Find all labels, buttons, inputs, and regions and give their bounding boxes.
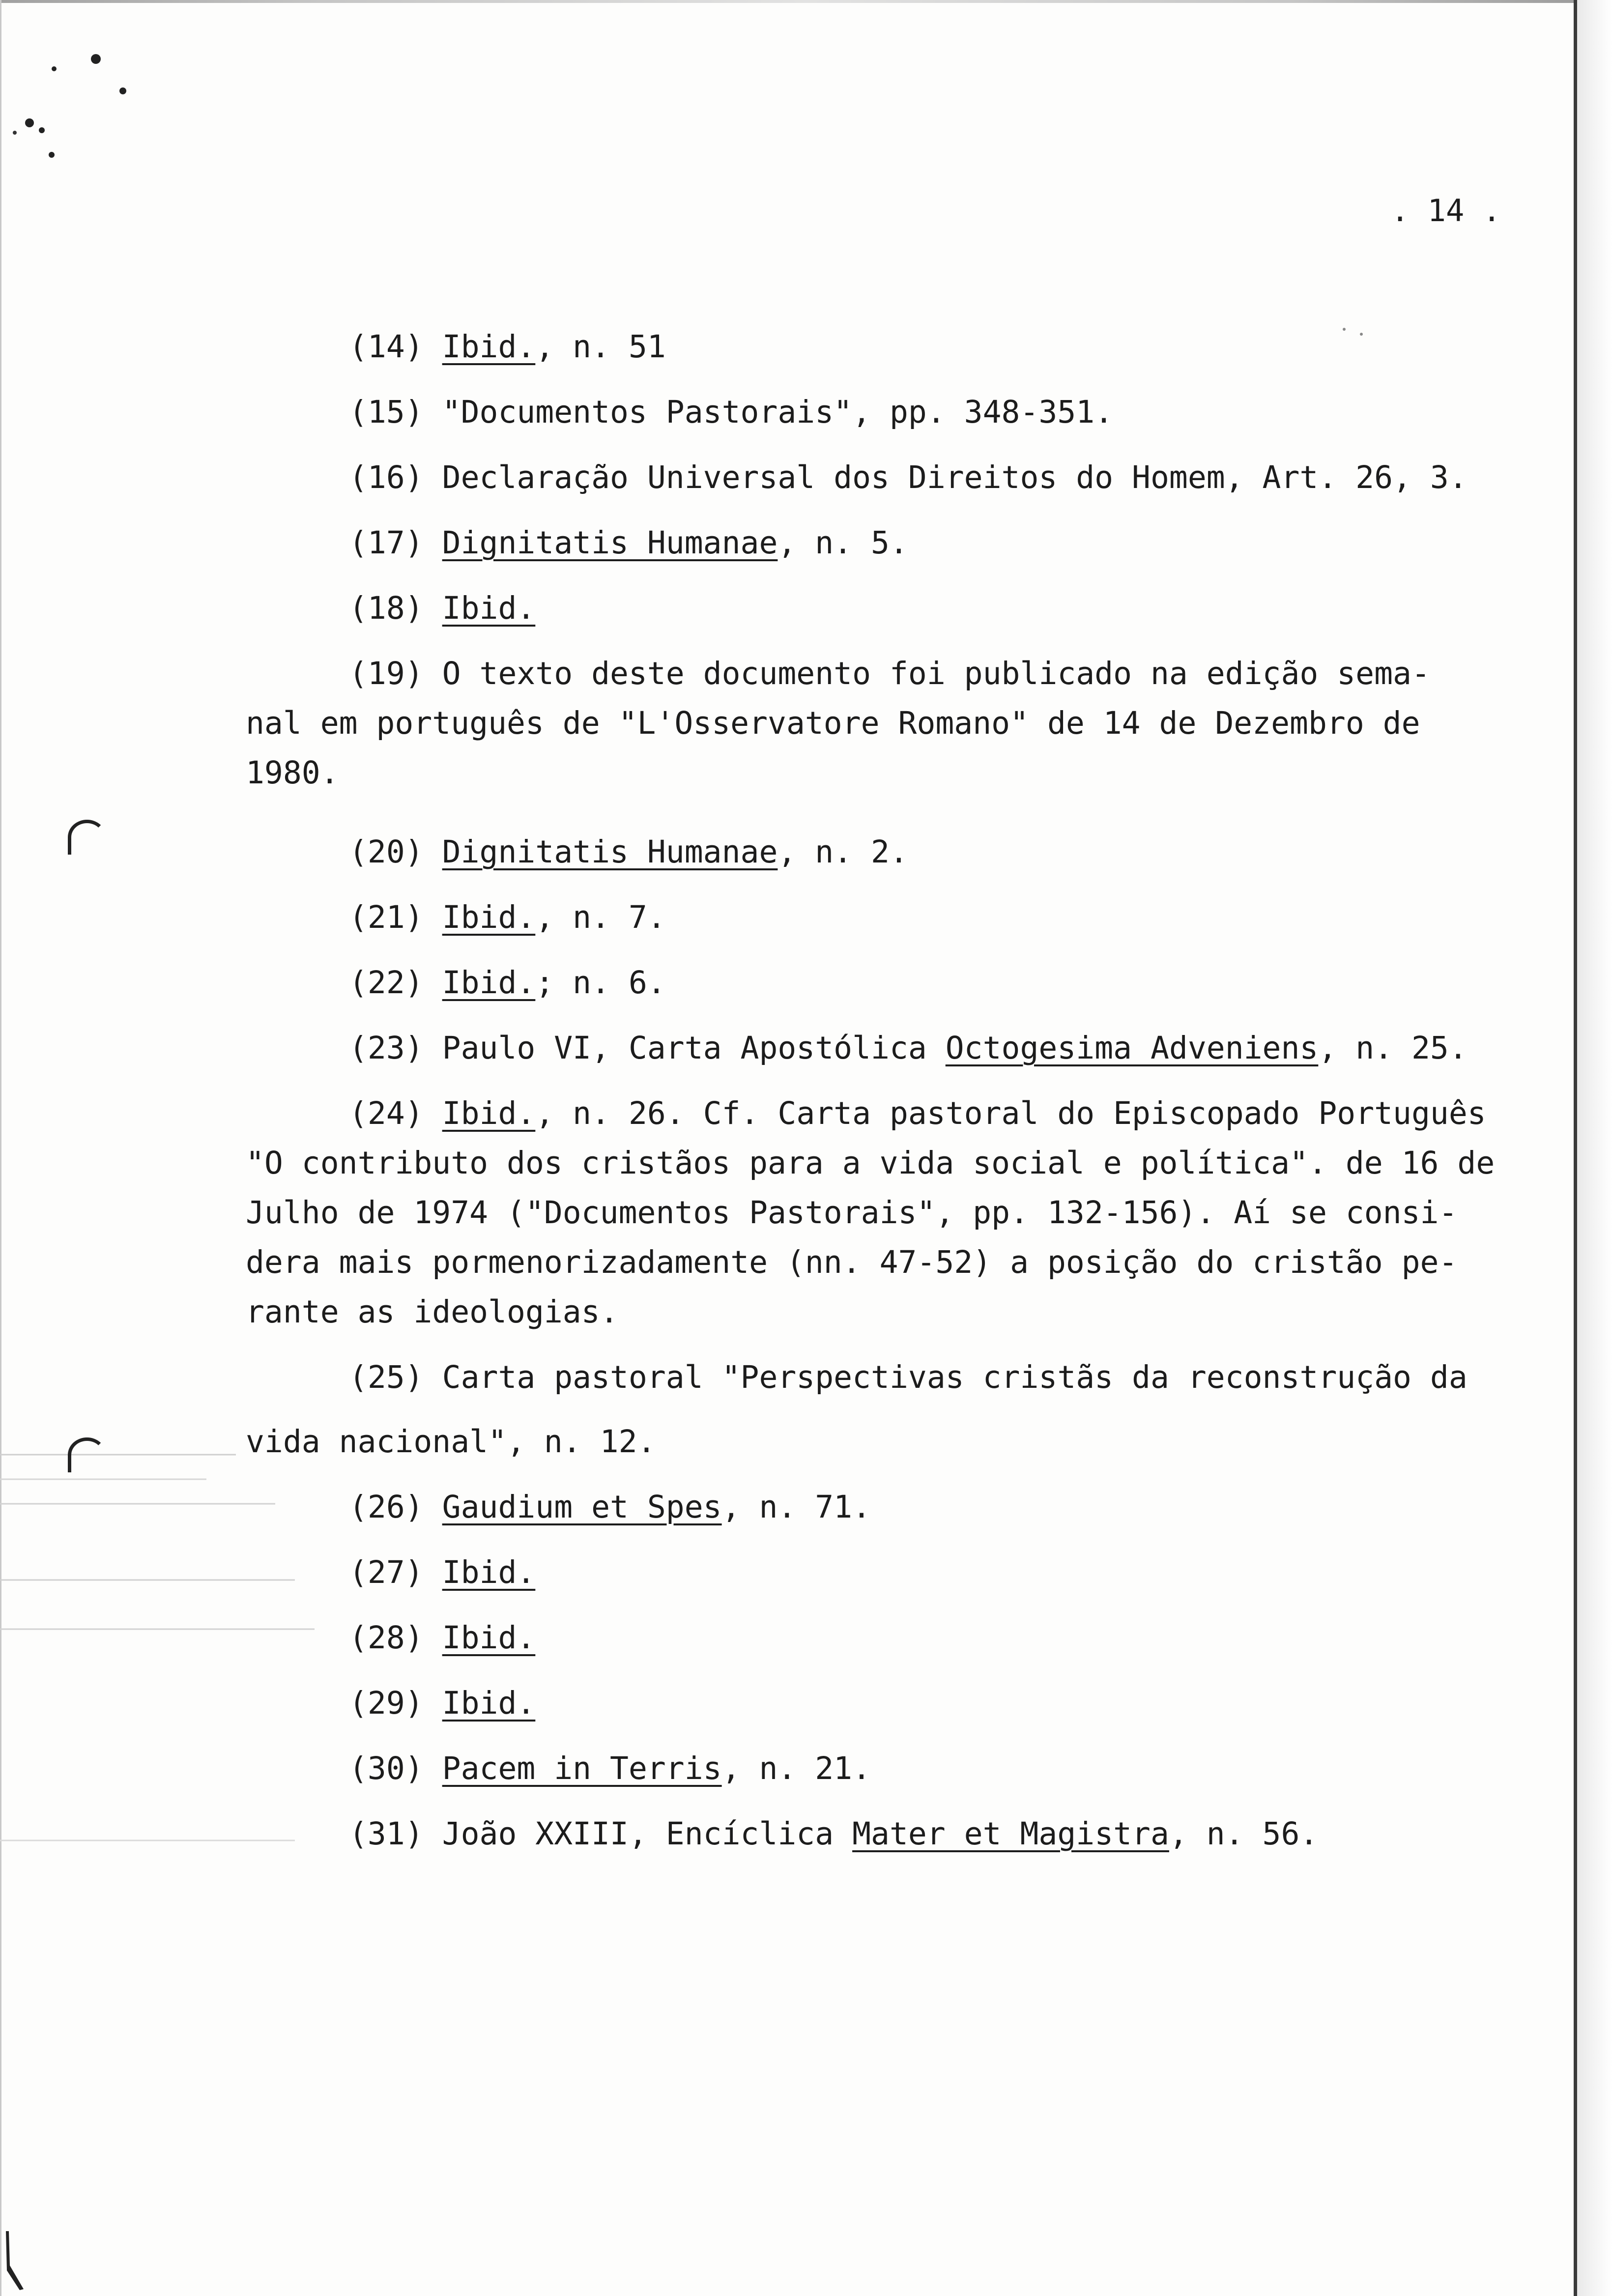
footnote-24-continuation: "O contributo dos cristãos para a vida social e política". de 16 de Julho de 1974 ("Documentos Pastorais", pp. 132-156). Aí se consi- dera mais pormenorizadamente (nn. 47-52) a posição do cristão pe- rante as ideologias. [246, 1145, 1495, 1330]
footnote-text: "Documentos Pastorais", pp. 348-351. [442, 394, 1114, 430]
footnote-text: Carta pastoral "Perspectivas cristãs da reconstrução da [442, 1359, 1468, 1395]
footnote-list [246, 322, 1543, 1859]
footnote-text: , n. 25. [1318, 1030, 1468, 1066]
footnote-ref: Ibid. [442, 590, 536, 626]
footnote-label: (15) [349, 394, 442, 430]
footnote-ref: Ibid. [442, 1095, 536, 1131]
footnote-ref: Octogesima Adveniens [945, 1030, 1319, 1066]
footnote-label: (17) [349, 525, 442, 561]
footnote-ref: Ibid. [442, 899, 536, 935]
footnote-ref: Ibid. [442, 1554, 536, 1590]
footnote-27 [246, 1548, 1543, 1597]
footnote-label: (16) [349, 459, 442, 495]
footnote-ref: Ibid. [442, 1620, 536, 1656]
footnote-21 [246, 892, 1543, 942]
page-number: . 14 . [1391, 193, 1501, 229]
scan-edge-top [0, 0, 1612, 3]
footnote-28 [246, 1613, 1543, 1663]
footnote-text: Paulo VI, Carta Apostólica [442, 1030, 946, 1066]
footnote-14 [246, 322, 1543, 372]
footnote-text: ; n. 6. [535, 965, 666, 1001]
footnote-ref: Dignitatis Humanae [442, 834, 778, 870]
punch-hole-mark [68, 1437, 106, 1472]
scan-corner-mark [5, 2231, 25, 2290]
footnote-label: (18) [349, 590, 442, 626]
footnote-19 [246, 649, 1543, 698]
footnote-label: (20) [349, 834, 442, 870]
footnote-label: (25) [349, 1359, 442, 1395]
footnote-label: (28) [349, 1620, 442, 1656]
footnote-label: (27) [349, 1554, 442, 1590]
punch-hole-mark [68, 820, 106, 855]
footnote-label: (26) [349, 1489, 442, 1525]
footnote-ref: Mater et Magistra [852, 1816, 1169, 1852]
footnote-text: , n. 2. [777, 834, 908, 870]
footnote-label: (30) [349, 1751, 442, 1786]
footnote-text: , n. 5. [777, 525, 908, 561]
footnote-label: (23) [349, 1030, 442, 1066]
footnote-19-continuation: nal em português de "L'Osservatore Romano" de 14 de Dezembro de 1980. [246, 705, 1420, 791]
footnote-label: (24) [349, 1095, 442, 1131]
footnote-26 [246, 1482, 1543, 1532]
footnote-ref: Pacem in Terris [442, 1751, 722, 1786]
footnote-label: (22) [349, 965, 442, 1001]
footnote-text: , n. 21. [721, 1751, 871, 1786]
footnote-18 [246, 583, 1543, 633]
footnote-30 [246, 1744, 1543, 1793]
footnote-16 [246, 453, 1543, 502]
footnote-31 [246, 1809, 1543, 1859]
footnote-text: , n. 7. [535, 899, 666, 935]
footnote-20 [246, 827, 1543, 877]
footnote-text: João XXIII, Encíclica [442, 1816, 853, 1852]
footnote-label: (19) [349, 656, 442, 691]
footnote-25 [246, 1352, 1543, 1402]
footnote-ref: Dignitatis Humanae [442, 525, 778, 561]
scan-edge-right-shadow [1577, 0, 1612, 2296]
footnote-ref: Ibid. [442, 965, 536, 1001]
footnote-ref: Ibid. [442, 329, 536, 365]
footnote-label: (31) [349, 1816, 442, 1852]
footnote-22 [246, 958, 1543, 1007]
footnote-text: O texto deste documento foi publicado na edição sema- [442, 656, 1430, 691]
scan-edge-left [0, 0, 1, 2296]
footnote-label: (14) [349, 329, 442, 365]
footnote-text: , n. 51 [535, 329, 666, 365]
footnote-ref: Gaudium et Spes [442, 1489, 722, 1525]
footnote-text: , n. 26. Cf. Carta pastoral do Episcopado Português [535, 1095, 1486, 1131]
footnote-25-continuation: vida nacional", n. 12. [246, 1424, 656, 1460]
scan-edge-right [1574, 0, 1577, 2296]
footnote-text: Declaração Universal dos Direitos do Homem, Art. 26, 3. [442, 459, 1468, 495]
footnote-15 [246, 387, 1543, 437]
footnote-ref: Ibid. [442, 1685, 536, 1721]
footnote-24 [246, 1089, 1543, 1138]
footnote-23 [246, 1023, 1543, 1073]
footnote-text: , n. 71. [721, 1489, 871, 1525]
footnote-17 [246, 518, 1543, 568]
footnote-29 [246, 1678, 1543, 1728]
footnote-label: (29) [349, 1685, 442, 1721]
footnote-text: , n. 56. [1169, 1816, 1319, 1852]
footnote-label: (21) [349, 899, 442, 935]
